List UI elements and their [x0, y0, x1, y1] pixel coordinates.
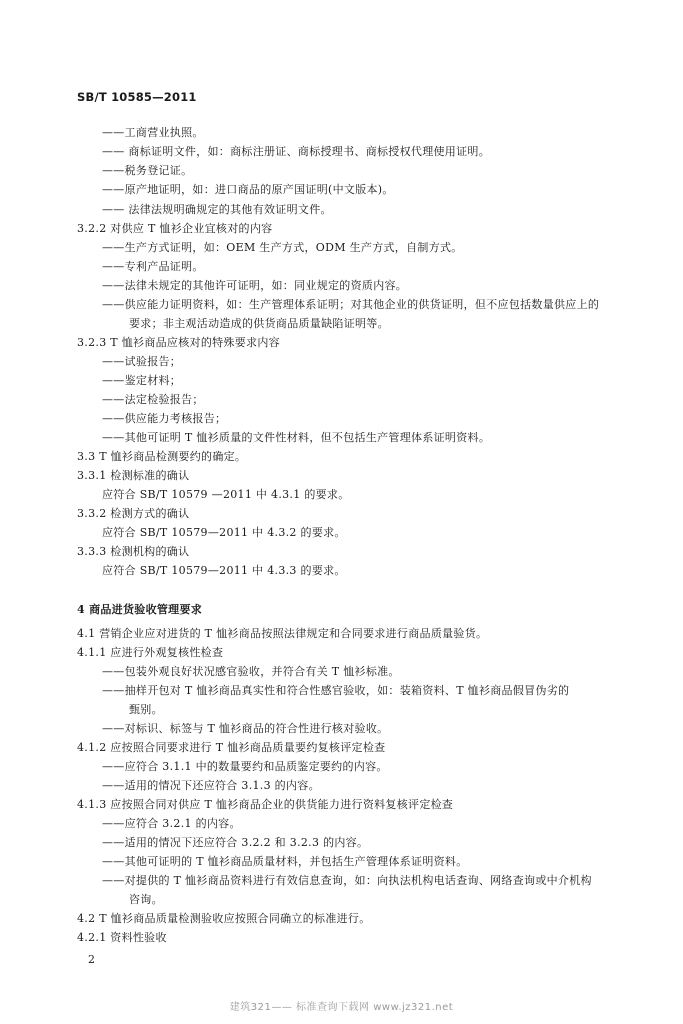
- text-line: ——适用的情况下还应符合 3.2.2 和 3.2.3 的内容。: [102, 836, 369, 849]
- text-line: —— 商标证明文件，如：商标注册证、商标授理书、商标授权代理使用证明。: [102, 145, 490, 158]
- text-line: 要求；非主观活动造成的供货商品质量缺陷证明等。: [129, 317, 389, 330]
- text-line: ——供应能力考核报告；: [102, 412, 227, 425]
- section-heading: 3.2.3 T 恤衫商品应核对的特殊要求内容: [77, 336, 280, 349]
- section-heading: 3.3.2 检测方式的确认: [77, 507, 190, 520]
- section-heading: 4.1 营销企业应对进货的 T 恤衫商品按照法律规定和合同要求进行商品质量验货。: [77, 627, 488, 640]
- text-line: 应符合 SB/T 10579 —2011 中 4.3.1 的要求。: [102, 488, 350, 501]
- text-line: 甄别。: [129, 703, 163, 716]
- text-line: ——原产地证明，如：进口商品的原产国证明(中文版本)。: [102, 183, 394, 196]
- section-heading: 4.2.1 资料性验收: [77, 931, 167, 944]
- section-heading: 3.3.1 检测标准的确认: [77, 469, 190, 482]
- text-line: ——试验报告；: [102, 355, 182, 368]
- section-heading: 4.1.1 应进行外观复核性检查: [77, 646, 224, 659]
- text-line: ——税务登记证。: [102, 164, 193, 177]
- text-line: ——其他可证明的 T 恤衫商品质量材料，并包括生产管理体系证明资料。: [102, 855, 468, 868]
- text-line: ——工商营业执照。: [102, 126, 204, 139]
- section-heading: 4.1.2 应按照合同要求进行 T 恤衫商品质量要约复核评定检查: [77, 741, 386, 754]
- text-line: ——法定检验报告；: [102, 393, 204, 406]
- text-line: ——对标识、标签与 T 恤衫商品的符合性进行核对验收。: [102, 722, 389, 735]
- section-heading: 3.3 T 恤衫商品检测要约的确定。: [77, 450, 247, 463]
- text-line: 咨询。: [129, 893, 163, 906]
- text-line: ——专利产品证明。: [102, 260, 204, 273]
- text-line: ——适用的情况下还应符合 3.1.3 的内容。: [102, 779, 320, 792]
- section-heading: 4.2 T 恤衫商品质量检测验收应按照合同确立的标准进行。: [77, 912, 371, 925]
- section-heading: 3.2.2 对供应 T 恤衫企业宜核对的内容: [77, 222, 273, 235]
- text-line: ——抽样开包对 T 恤衫商品真实性和符合性感官验收，如：装箱资料、T 恤衫商品假冒伪劣的: [102, 684, 570, 697]
- text-line: 应符合 SB/T 10579—2011 中 4.3.2 的要求。: [102, 526, 346, 539]
- text-line: ——法律未规定的其他许可证明，如：同业规定的资质内容。: [102, 279, 408, 292]
- watermark-footer: 建筑321—— 标准查询下载网 www.jz321.net: [229, 1002, 454, 1013]
- text-line: ——应符合 3.1.1 中的数量要约和品质鉴定要约的内容。: [102, 760, 388, 773]
- text-line: ——生产方式证明，如：OEM 生产方式，ODM 生产方式，自制方式。: [102, 241, 463, 254]
- text-line: —— 法律法规明确规定的其他有效证明文件。: [102, 203, 332, 216]
- text-line: ——鉴定材料；: [102, 374, 182, 387]
- section-heading: 3.3.3 检测机构的确认: [77, 545, 190, 558]
- section-heading: 4.1.3 应按照合同对供应 T 恤衫商品企业的供货能力进行资料复核评定检查: [77, 798, 454, 811]
- chapter-heading: 4 商品进货验收管理要求: [77, 603, 203, 616]
- text-line: ——其他可证明 T 恤衫质量的文件性材料，但不包括生产管理体系证明资料。: [102, 431, 491, 444]
- text-line: ——对提供的 T 恤衫商品资料进行有效信息查询，如：向执法机构电话查询、网络查询或中介机构: [102, 874, 592, 887]
- page-number: 2: [88, 953, 95, 966]
- text-line: ——包装外观良好状况感官验收，并符合有关 T 恤衫标准。: [102, 665, 400, 678]
- text-line: ——供应能力证明资料，如：生产管理体系证明；对其他企业的供货证明，但不应包括数量供应上的: [102, 298, 600, 311]
- standard-code-header: SB/T 10585—2011: [77, 90, 197, 104]
- text-line: ——应符合 3.2.1 的内容。: [102, 817, 241, 830]
- text-line: 应符合 SB/T 10579—2011 中 4.3.3 的要求。: [102, 564, 346, 577]
